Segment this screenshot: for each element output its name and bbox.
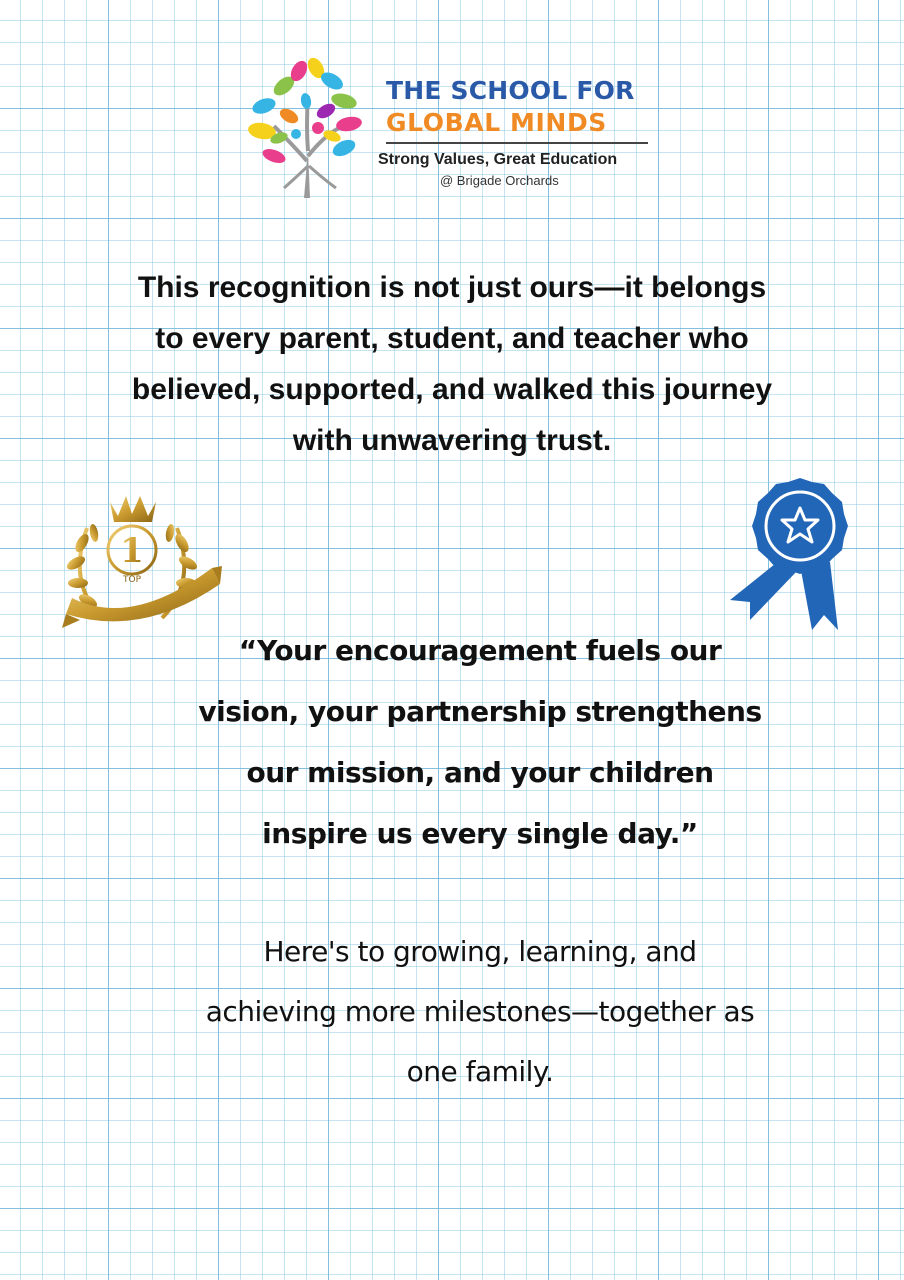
closing-message: Here's to growing, learning, and achieving more milestones—together as one family.: [205, 935, 755, 1088]
laurel-number: 1: [120, 531, 144, 571]
school-name-line2: GLOBAL MINDS: [386, 108, 607, 137]
school-location: @ Brigade Orchards: [440, 173, 559, 188]
blue-star-rosette-icon: [720, 470, 860, 640]
encouragement-quote: “Your encouragement fuels our vision, your partnership strengthens our mission, and your children inspire us every single day.”: [198, 634, 762, 850]
tree-logo-icon: [244, 56, 372, 201]
gold-laurel-wreath-icon: [62, 488, 222, 636]
recognition-message: This recognition is not just ours—it belongs to every parent, student, and teacher who believed, supported, and walked this journey with unwavering trust.: [131, 271, 773, 457]
laurel-label: TOP: [122, 575, 142, 585]
logo-divider: [386, 142, 648, 144]
school-name-line1: THE SCHOOL FOR: [386, 76, 635, 105]
school-logo: [244, 56, 664, 206]
school-tagline: Strong Values, Great Education: [378, 151, 618, 168]
